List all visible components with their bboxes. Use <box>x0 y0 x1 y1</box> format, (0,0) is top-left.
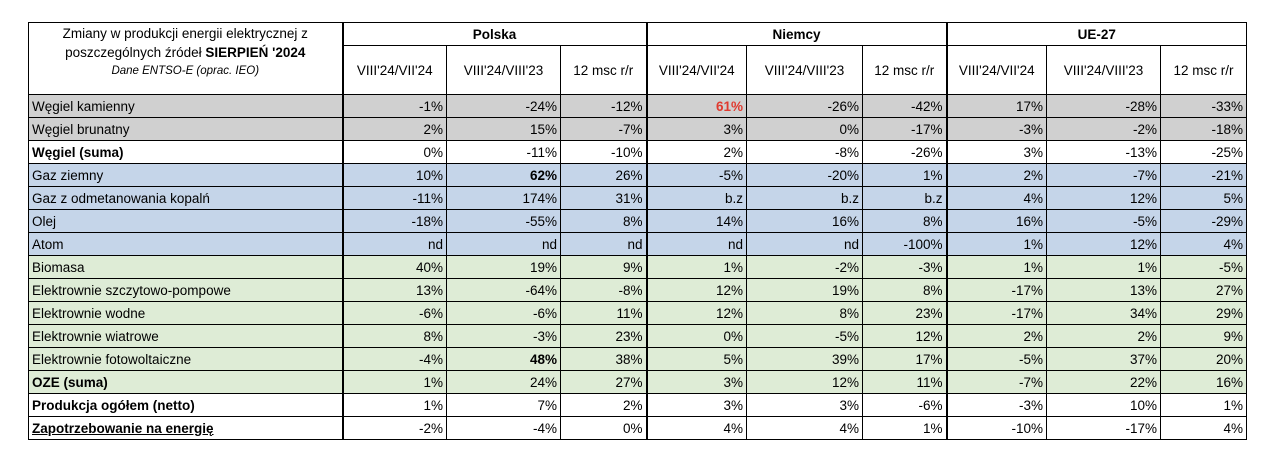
value-cell: 9% <box>1161 325 1247 348</box>
value-cell: 1% <box>863 417 947 440</box>
value-cell: 0% <box>747 118 863 141</box>
table-row <box>29 417 1247 440</box>
value-cell: -42% <box>863 95 947 118</box>
value-cell: 3% <box>647 371 747 394</box>
value-cell: 19% <box>447 256 561 279</box>
value-cell: -4% <box>343 348 447 371</box>
value-cell: 4% <box>1161 417 1247 440</box>
table-row <box>29 302 1247 325</box>
value-cell: 1% <box>343 371 447 394</box>
value-cell: 14% <box>647 210 747 233</box>
value-cell: 27% <box>1161 279 1247 302</box>
subheader-eu-12m: 12 msc r/r <box>1161 46 1247 95</box>
value-cell: 5% <box>647 348 747 371</box>
value-cell: 11% <box>863 371 947 394</box>
row-label: Biomasa <box>29 256 343 279</box>
row-label: Elektrownie szczytowo-pompowe <box>29 279 343 302</box>
value-cell: -12% <box>561 95 647 118</box>
table-title-cell <box>29 23 343 95</box>
value-cell: -28% <box>1047 95 1161 118</box>
value-cell: -17% <box>947 302 1047 325</box>
value-cell: 1% <box>343 394 447 417</box>
value-cell: -18% <box>1161 118 1247 141</box>
value-cell: -18% <box>343 210 447 233</box>
value-cell: 12% <box>1047 187 1161 210</box>
value-cell: -6% <box>343 302 447 325</box>
value-cell: 19% <box>747 279 863 302</box>
value-cell: 4% <box>947 187 1047 210</box>
row-label: Gaz z odmetanowania kopalń <box>29 187 343 210</box>
value-cell: 4% <box>647 417 747 440</box>
value-cell: 38% <box>561 348 647 371</box>
value-cell: 15% <box>447 118 561 141</box>
value-cell: b.z <box>747 187 863 210</box>
value-cell: 8% <box>343 325 447 348</box>
value-cell: -25% <box>1161 141 1247 164</box>
value-cell: 12% <box>747 371 863 394</box>
value-cell: -7% <box>947 371 1047 394</box>
value-cell: 2% <box>947 325 1047 348</box>
table-row <box>29 348 1247 371</box>
group-header-niemcy: Niemcy <box>647 23 947 46</box>
value-cell: 7% <box>447 394 561 417</box>
value-cell: nd <box>561 233 647 256</box>
value-cell: 3% <box>647 394 747 417</box>
value-cell: 1% <box>647 256 747 279</box>
value-cell: 3% <box>747 394 863 417</box>
value-cell: 2% <box>561 394 647 417</box>
value-cell: -6% <box>447 302 561 325</box>
value-cell: -21% <box>1161 164 1247 187</box>
row-label: Węgiel (suma) <box>29 141 343 164</box>
row-label: Węgiel kamienny <box>29 95 343 118</box>
value-cell: 8% <box>863 279 947 302</box>
subheader-eu-yoy: VIII'24/VIII'23 <box>1047 46 1161 95</box>
table-row <box>29 210 1247 233</box>
group-header-polska: Polska <box>343 23 647 46</box>
value-cell: 1% <box>947 233 1047 256</box>
value-cell: -3% <box>447 325 561 348</box>
value-cell: nd <box>747 233 863 256</box>
value-cell: -29% <box>1161 210 1247 233</box>
energy-production-table <box>28 22 1247 440</box>
value-cell: 2% <box>647 141 747 164</box>
subheader-pl-mom: VIII'24/VII'24 <box>343 46 447 95</box>
value-cell: 2% <box>1047 325 1161 348</box>
value-cell: b.z <box>863 187 947 210</box>
value-cell: 26% <box>561 164 647 187</box>
value-cell: 23% <box>561 325 647 348</box>
value-cell: nd <box>647 233 747 256</box>
value-cell: 12% <box>647 279 747 302</box>
value-cell: 10% <box>343 164 447 187</box>
subheader-de-12m: 12 msc r/r <box>863 46 947 95</box>
value-cell: 31% <box>561 187 647 210</box>
value-cell: 23% <box>863 302 947 325</box>
value-cell: -3% <box>863 256 947 279</box>
subheader-de-yoy: VIII'24/VIII'23 <box>747 46 863 95</box>
value-cell: 8% <box>863 210 947 233</box>
value-cell: 12% <box>863 325 947 348</box>
value-cell: 12% <box>647 302 747 325</box>
table-row <box>29 187 1247 210</box>
value-cell: -26% <box>747 95 863 118</box>
table-row <box>29 141 1247 164</box>
table-row <box>29 95 1247 118</box>
value-cell: 5% <box>1161 187 1247 210</box>
value-cell: 40% <box>343 256 447 279</box>
value-cell: -4% <box>447 417 561 440</box>
row-label: OZE (suma) <box>29 371 343 394</box>
table-row <box>29 279 1247 302</box>
subheader-pl-12m: 12 msc r/r <box>561 46 647 95</box>
table-row <box>29 233 1247 256</box>
value-cell: 62% <box>447 164 561 187</box>
value-cell: 0% <box>647 325 747 348</box>
value-cell: 48% <box>447 348 561 371</box>
value-cell: 10% <box>1047 394 1161 417</box>
value-cell: 2% <box>343 118 447 141</box>
value-cell: 3% <box>947 141 1047 164</box>
value-cell: -20% <box>747 164 863 187</box>
value-cell: -17% <box>1047 417 1161 440</box>
value-cell: 11% <box>561 302 647 325</box>
row-label: Elektrownie fotowoltaiczne <box>29 348 343 371</box>
value-cell: 8% <box>747 302 863 325</box>
subheader-pl-yoy: VIII'24/VIII'23 <box>447 46 561 95</box>
value-cell: 0% <box>343 141 447 164</box>
value-cell: 29% <box>1161 302 1247 325</box>
row-label: Elektrownie wiatrowe <box>29 325 343 348</box>
value-cell: nd <box>447 233 561 256</box>
value-cell: -33% <box>1161 95 1247 118</box>
value-cell: -5% <box>1047 210 1161 233</box>
row-label: Produkcja ogółem (netto) <box>29 394 343 417</box>
value-cell: 1% <box>1047 256 1161 279</box>
table-body <box>29 95 1247 440</box>
value-cell: -8% <box>747 141 863 164</box>
value-cell: -55% <box>447 210 561 233</box>
data-source-note: Dane ENTSO-E (oprac. IEO) <box>111 65 260 77</box>
value-cell: -3% <box>947 118 1047 141</box>
value-cell: 37% <box>1047 348 1161 371</box>
title-line-2-prefix: poszczególnych źródeł <box>65 45 206 60</box>
value-cell: 27% <box>561 371 647 394</box>
value-cell: -26% <box>863 141 947 164</box>
value-cell: 24% <box>447 371 561 394</box>
table-row <box>29 118 1247 141</box>
value-cell: -17% <box>863 118 947 141</box>
value-cell: -10% <box>561 141 647 164</box>
value-cell: -5% <box>747 325 863 348</box>
value-cell: -3% <box>947 394 1047 417</box>
row-label: Elektrownie wodne <box>29 302 343 325</box>
value-cell: 17% <box>863 348 947 371</box>
row-label: Zapotrzebowanie na energię <box>29 417 343 440</box>
value-cell: 1% <box>947 256 1047 279</box>
value-cell: 12% <box>1047 233 1161 256</box>
value-cell: 1% <box>863 164 947 187</box>
value-cell: 39% <box>747 348 863 371</box>
value-cell: -2% <box>747 256 863 279</box>
value-cell: 13% <box>343 279 447 302</box>
value-cell: -5% <box>647 164 747 187</box>
table-row <box>29 164 1247 187</box>
value-cell: 20% <box>1161 348 1247 371</box>
value-cell: -11% <box>343 187 447 210</box>
table-row <box>29 325 1247 348</box>
value-cell: 61% <box>647 95 747 118</box>
value-cell: -10% <box>947 417 1047 440</box>
value-cell: -2% <box>1047 118 1161 141</box>
value-cell: 34% <box>1047 302 1161 325</box>
title-period: SIERPIEŃ '2024 <box>205 45 306 60</box>
value-cell: -8% <box>561 279 647 302</box>
value-cell: -13% <box>1047 141 1161 164</box>
value-cell: 17% <box>947 95 1047 118</box>
value-cell: 4% <box>747 417 863 440</box>
title-line-1: Zmiany w produkcji energii elektrycznej z <box>62 26 308 41</box>
value-cell: nd <box>343 233 447 256</box>
value-cell: -7% <box>1047 164 1161 187</box>
value-cell: -5% <box>947 348 1047 371</box>
value-cell: -24% <box>447 95 561 118</box>
subheader-de-mom: VIII'24/VII'24 <box>647 46 747 95</box>
row-label: Węgiel brunatny <box>29 118 343 141</box>
subheader-eu-mom: VIII'24/VII'24 <box>947 46 1047 95</box>
table-row <box>29 371 1247 394</box>
value-cell: -11% <box>447 141 561 164</box>
value-cell: 174% <box>447 187 561 210</box>
value-cell: 0% <box>561 417 647 440</box>
value-cell: -1% <box>343 95 447 118</box>
value-cell: -7% <box>561 118 647 141</box>
value-cell: 16% <box>1161 371 1247 394</box>
value-cell: 1% <box>1161 394 1247 417</box>
value-cell: 3% <box>647 118 747 141</box>
value-cell: 13% <box>1047 279 1161 302</box>
value-cell: 4% <box>1161 233 1247 256</box>
row-label: Olej <box>29 210 343 233</box>
value-cell: 16% <box>747 210 863 233</box>
row-label: Atom <box>29 233 343 256</box>
value-cell: 8% <box>561 210 647 233</box>
value-cell: -100% <box>863 233 947 256</box>
value-cell: 16% <box>947 210 1047 233</box>
table-row <box>29 394 1247 417</box>
value-cell: 2% <box>947 164 1047 187</box>
value-cell: 22% <box>1047 371 1161 394</box>
value-cell: -64% <box>447 279 561 302</box>
table-row <box>29 256 1247 279</box>
value-cell: -5% <box>1161 256 1247 279</box>
value-cell: -17% <box>947 279 1047 302</box>
value-cell: b.z <box>647 187 747 210</box>
group-header-ue27: UE-27 <box>947 23 1247 46</box>
value-cell: -6% <box>863 394 947 417</box>
value-cell: 9% <box>561 256 647 279</box>
row-label: Gaz ziemny <box>29 164 343 187</box>
value-cell: -2% <box>343 417 447 440</box>
